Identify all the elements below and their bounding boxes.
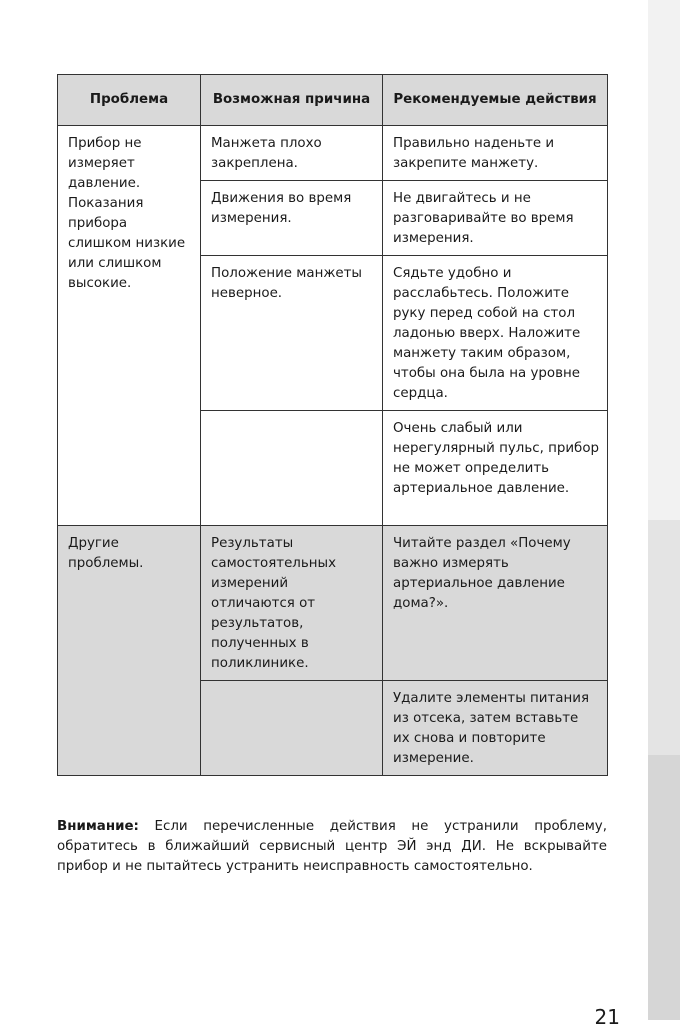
- warning-label: Внимание:: [57, 819, 139, 835]
- side-strip-bottom: [648, 755, 680, 1020]
- header-cause: Возможная причина: [201, 75, 383, 126]
- cause-cell: Движения во время измерения.: [201, 181, 383, 256]
- cause-cell: [201, 681, 383, 776]
- warning-text: Если перечисленные действия не устранили проблему, обратитесь в ближайший сервисный центр ЭЙ энд ДИ. Не вскрывайте прибор и не пытайтесь устранить неисправность самостоятельно.: [57, 819, 607, 875]
- side-strip-middle: [648, 520, 680, 755]
- page-number: 21: [594, 1005, 620, 1029]
- cause-cell: Положение манжеты неверное.: [201, 256, 383, 411]
- table-header-row: [58, 75, 608, 126]
- table-row: [58, 526, 608, 681]
- side-strip-top: [648, 0, 680, 520]
- table-row: [58, 126, 608, 181]
- header-problem: Проблема: [58, 75, 201, 126]
- cause-cell: Результаты самостоятельных измерений отличаются от результатов, полученных в поликлинике.: [201, 526, 383, 681]
- action-cell: Не двигайтесь и не разговаривайте во время измерения.: [383, 181, 608, 256]
- action-cell: Правильно наденьте и закрепите манжету.: [383, 126, 608, 181]
- troubleshooting-table: [57, 74, 608, 776]
- warning-note: [57, 817, 607, 877]
- action-cell: Читайте раздел «Почему важно измерять артериальное давление дома?».: [383, 526, 608, 681]
- cause-cell: [201, 411, 383, 526]
- problem-cell: Прибор не измеряет давление. Показания прибора слишком низкие или слишком высокие.: [58, 126, 201, 526]
- header-actions: Рекомендуемые действия: [383, 75, 608, 126]
- problem-cell: Другие проблемы.: [58, 526, 201, 776]
- action-cell: Очень слабый или нерегулярный пульс, прибор не может определить артериальное давление.: [383, 411, 608, 526]
- action-cell: Удалите элементы питания из отсека, затем вставьте их снова и повторите измерение.: [383, 681, 608, 776]
- cause-cell: Манжета плохо закреплена.: [201, 126, 383, 181]
- action-cell: Сядьте удобно и расслабьтесь. Положите руку перед собой на стол ладонью вверх. Наложите манжету таким образом, чтобы она была на уровне сердца.: [383, 256, 608, 411]
